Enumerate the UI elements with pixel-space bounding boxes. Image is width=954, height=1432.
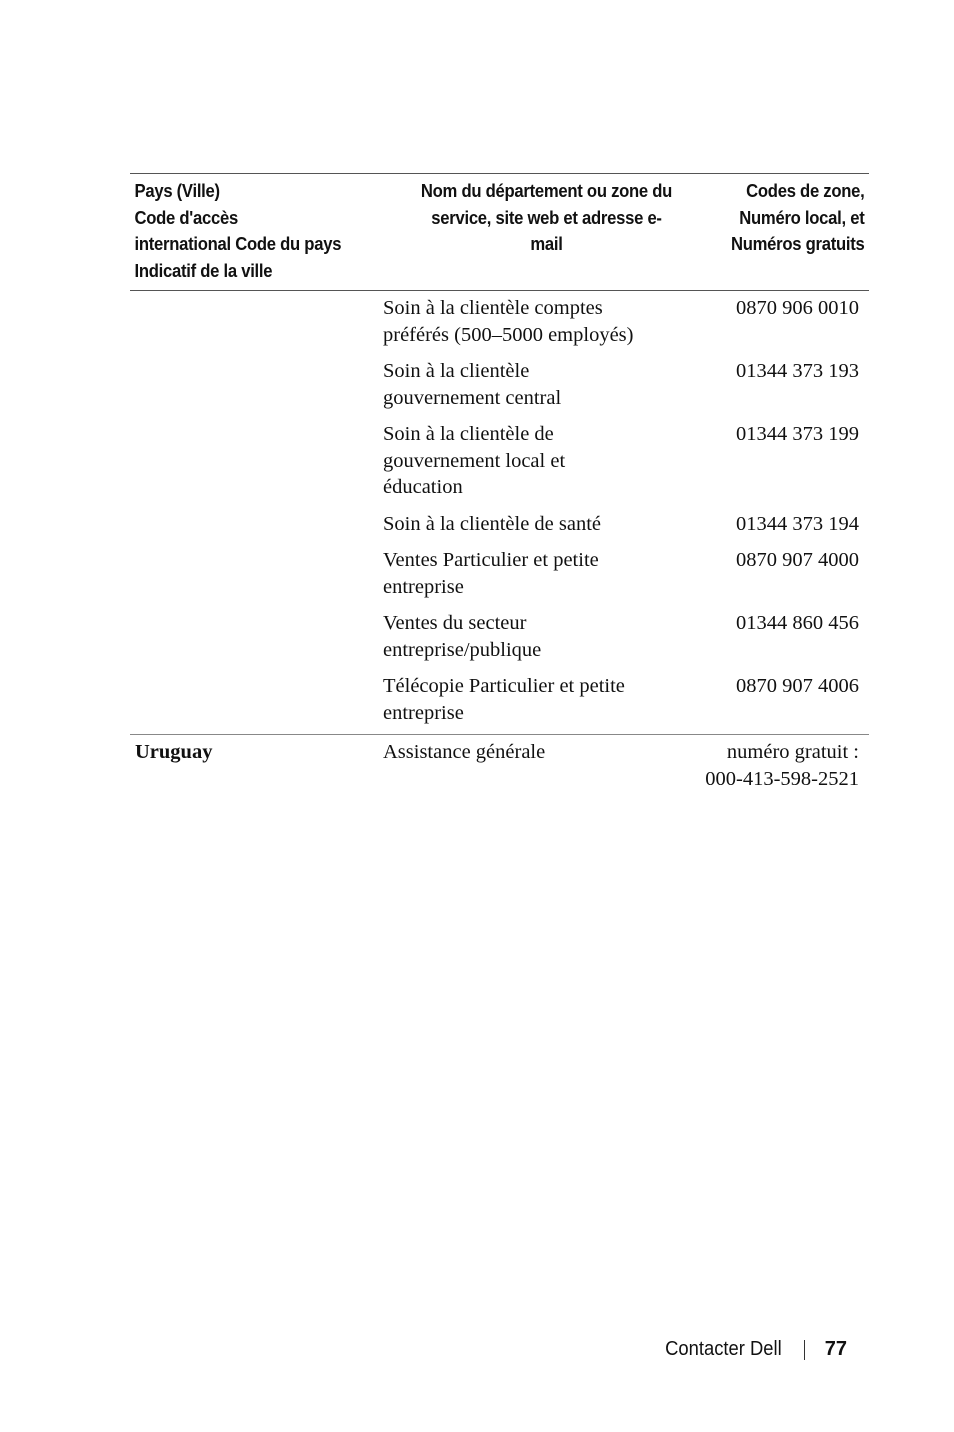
footer-divider: [804, 1340, 805, 1360]
service-line: Soin à la clientèle comptes: [383, 297, 603, 319]
number-line: 01344 373 199: [736, 423, 859, 445]
service-line: Ventes du secteur: [383, 612, 527, 634]
table-row: [130, 543, 869, 606]
number-cell: [683, 421, 869, 501]
header-line: Indicatif de la ville: [134, 259, 273, 281]
number-cell: [683, 610, 869, 663]
country-cell: [130, 295, 378, 348]
header-line: mail: [530, 233, 563, 254]
service-line: Soin à la clientèle de santé: [383, 512, 602, 535]
number-cell: [683, 511, 869, 538]
table-row: [130, 291, 869, 354]
header-country-code: [130, 178, 358, 284]
service-cell: [378, 358, 683, 411]
number-line: 000-413-598-2521: [705, 767, 859, 790]
header-line: Numéro local, et: [739, 206, 865, 228]
service-cell: [378, 421, 683, 501]
table-row: [130, 417, 869, 507]
number-line: 01344 373 193: [736, 360, 859, 382]
service-line: éducation: [383, 476, 463, 498]
header-line: service, site web et adresse e-: [431, 206, 662, 228]
service-line: Ventes Particulier et petite: [383, 549, 599, 571]
country-cell: [130, 673, 378, 726]
service-line: préférés (500–5000 employés): [383, 323, 634, 346]
table-row: [130, 669, 869, 732]
service-cell: [378, 295, 683, 348]
service-line: Télécopie Particulier et petite: [383, 675, 625, 697]
header-line: Pays (Ville): [134, 180, 220, 201]
page-footer: [655, 1338, 847, 1361]
service-line: gouvernement local et: [383, 449, 566, 472]
service-cell: [378, 673, 683, 726]
country-cell: [130, 610, 378, 663]
service-line: entreprise: [383, 575, 464, 598]
table-row: [130, 507, 869, 544]
country-cell: Uruguay: [135, 741, 213, 763]
table-row: [130, 354, 869, 417]
service-cell: [378, 739, 683, 792]
table-row: [130, 606, 869, 669]
service-line: gouvernement central: [383, 386, 562, 409]
country-cell: [130, 511, 378, 538]
service-line: Soin à la clientèle: [383, 360, 530, 382]
header-line: Numéros gratuits: [730, 233, 865, 254]
number-line: 0870 907 4006: [736, 675, 859, 697]
number-cell: [683, 295, 869, 348]
service-cell: [378, 547, 683, 600]
number-cell: [683, 739, 869, 792]
country-cell: [130, 358, 378, 411]
number-line: numéro gratuit :: [726, 741, 859, 763]
service-line: entreprise: [383, 701, 464, 724]
number-line: 01344 373 194: [736, 512, 859, 535]
footer-section-title: Contacter Dell: [665, 1338, 782, 1360]
number-cell: [683, 673, 869, 726]
table-header: [130, 174, 869, 291]
number-line: 0870 907 4000: [736, 549, 859, 571]
table-group-uruguay: [130, 735, 869, 800]
service-cell: [378, 511, 683, 538]
header-line: Nom du département ou zone du: [420, 180, 673, 201]
service-line: entreprise/publique: [383, 638, 542, 661]
country-cell: [130, 547, 378, 600]
header-department: [399, 178, 685, 284]
header-line: Code d'accès: [134, 206, 238, 228]
number-line: 0870 906 0010: [736, 297, 859, 319]
country-cell: [130, 421, 378, 501]
number-line: 01344 860 456: [736, 612, 859, 634]
page-number: 77: [824, 1338, 847, 1360]
service-line: Assistance générale: [383, 741, 546, 763]
number-cell: [683, 358, 869, 411]
service-line: Soin à la clientèle de: [383, 423, 554, 445]
table-group-uk: [130, 291, 869, 735]
header-line: Codes de zone,: [746, 180, 865, 201]
table-row: [130, 735, 869, 798]
service-cell: [378, 610, 683, 663]
header-line: international Code du pays: [134, 233, 342, 254]
number-cell: [683, 547, 869, 600]
contact-table: [130, 173, 869, 800]
header-numbers: [718, 178, 869, 284]
